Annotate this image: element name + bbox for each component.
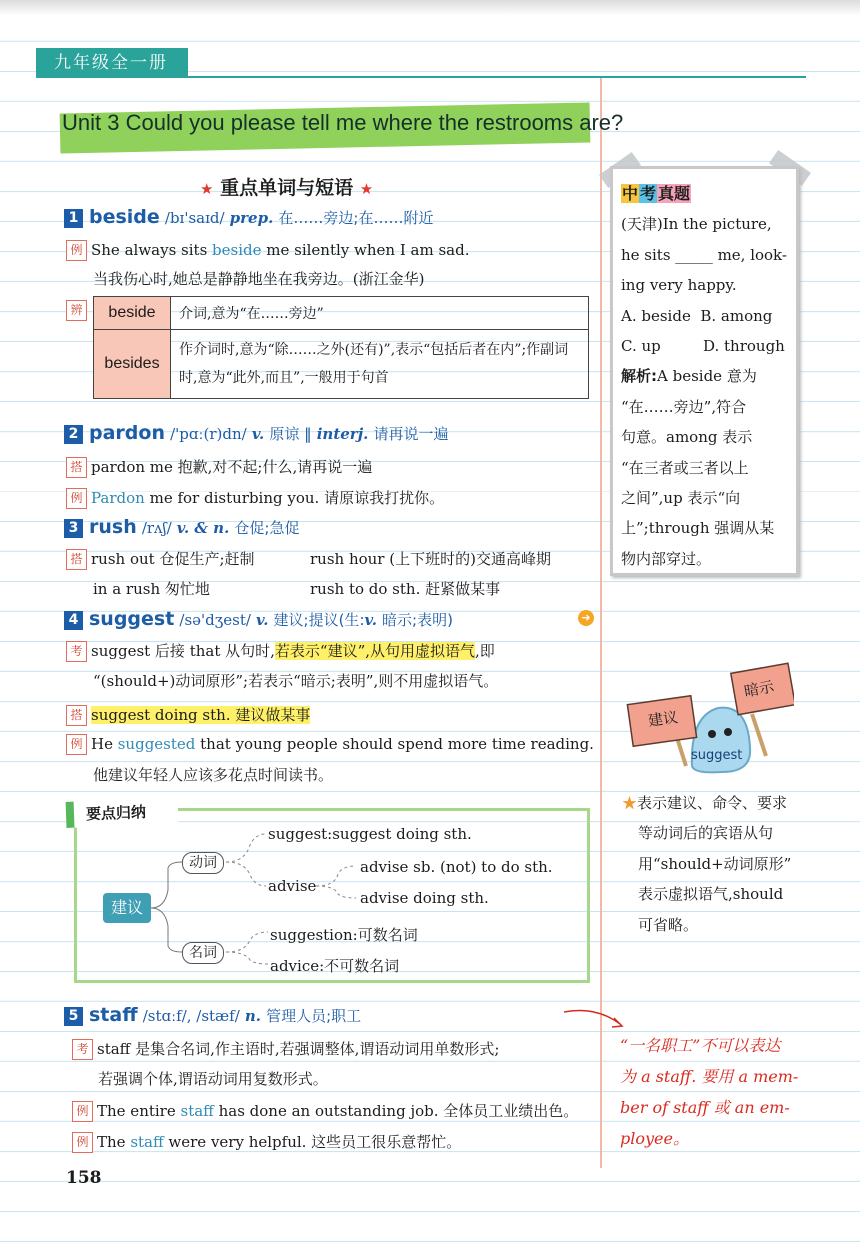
side-note-text: 表示建议、命令、要求: [637, 794, 788, 812]
answer-label: 解析:: [621, 367, 657, 386]
part-of-speech-2: v.: [364, 611, 377, 629]
example-text: me for disturbing you. 请原谅我打扰你。: [144, 489, 445, 507]
entry-number: 4: [64, 611, 83, 630]
collocation-tag: 搭: [66, 457, 87, 478]
table-cell-desc: 作介词时,意为“除……之外(还有)”,表示“包括后者在内”;作副词时,意为“此外,而且”,一般用于句首: [171, 330, 589, 399]
headword: beside: [89, 206, 160, 228]
tree-branch: [151, 862, 182, 908]
mascot-label: suggest: [691, 748, 743, 763]
option-row: [621, 331, 788, 361]
entry-number: 1: [64, 209, 83, 228]
table-cell-word: beside: [94, 297, 171, 330]
summary-tab: 要点归纳: [66, 798, 179, 828]
phonetic: /rʌʃ/: [141, 519, 172, 537]
example-tag: 例: [66, 734, 87, 755]
teacher-note: [620, 1030, 820, 1154]
mascot-eye: [708, 730, 716, 738]
meaning-2: 请再说一遍: [373, 425, 449, 443]
example-text: The entire: [97, 1102, 181, 1120]
mascot-eye: [724, 728, 732, 736]
meaning: 原谅 ‖: [269, 425, 312, 443]
summary-leaf: suggest:suggest doing sth.: [268, 825, 472, 843]
answer-text: 句意。among 表示: [621, 428, 753, 447]
tree-branch: [226, 862, 266, 886]
example-tag: 例: [72, 1132, 93, 1153]
tree-branch: [226, 932, 268, 952]
teacher-note-line: ber of staff 或 an em-: [620, 1098, 790, 1117]
sign-text-left: 建议: [646, 707, 680, 730]
answer-text: A beside 意为: [657, 367, 757, 386]
example-text: me silently when I am sad.: [261, 241, 470, 259]
title-part: 真题: [658, 184, 691, 203]
side-note-line: [622, 788, 822, 818]
table-cell-word: besides: [94, 330, 171, 399]
collocation-text: rush hour (上下班时的)交通高峰期: [310, 550, 551, 568]
compare-tag: 辨: [66, 300, 87, 321]
question-text: he sits _____ me, look-: [621, 245, 787, 264]
example-tag: 例: [72, 1101, 93, 1122]
part-of-speech-2: interj.: [316, 425, 369, 443]
option-c: C. up: [621, 337, 661, 356]
side-note: [622, 788, 822, 940]
option-row: [621, 301, 788, 331]
sign-text-right: 暗示: [742, 677, 776, 701]
part-of-speech: v.: [251, 425, 265, 443]
side-note-text: 表示虚拟语气,should: [638, 885, 784, 904]
arrow-icon: ➜: [578, 610, 594, 626]
question-text: ing very happy.: [621, 276, 737, 295]
tree-branch: [316, 886, 356, 898]
teacher-note-line: ployee。: [620, 1129, 689, 1148]
collocation-text: rush out 仓促生产;赶制: [91, 550, 255, 568]
example-line: [72, 1131, 461, 1153]
phonetic: /stɑːf/, /stæf/: [142, 1007, 240, 1025]
entry-number: 2: [64, 425, 83, 444]
example-keyword: suggested: [117, 735, 196, 753]
answer-text: “在……旁边”,符合: [621, 397, 747, 416]
meaning-2: 暗示;表明): [382, 611, 453, 629]
question-text: (天津)In the picture,: [621, 215, 772, 234]
summary-leaf: advise: [268, 877, 317, 895]
exam-point-tag: 考: [66, 641, 87, 662]
tree-branch: [316, 866, 356, 886]
table-cell-desc: 介词,意为“在……旁边”: [171, 297, 589, 330]
part-of-speech: v. & n.: [176, 519, 230, 537]
headword: staff: [89, 1004, 138, 1026]
example-text: He: [91, 735, 118, 753]
star-icon: ★: [359, 180, 374, 198]
example-keyword: beside: [212, 241, 262, 259]
answer-text: 上”;through 强调从某: [621, 519, 775, 538]
side-note-text: 用“should+动词原形”: [638, 854, 792, 873]
example-text: that young people should spend more time reading.: [195, 735, 594, 753]
entry-number: 5: [64, 1007, 83, 1026]
summary-leaf: advise doing sth.: [360, 889, 489, 907]
section-heading-text: 重点单词与短语: [220, 177, 354, 199]
tree-branch: [151, 908, 182, 952]
answer-text: “在三者或三者以上: [621, 458, 749, 477]
example-keyword: Pardon: [91, 489, 145, 507]
exam-point-text: staff 是集合名词,作主语时,若强调整体,谓语动词用单数形式;: [97, 1040, 500, 1058]
part-of-speech: v.: [256, 611, 269, 629]
summary-node-noun: 名词: [182, 942, 224, 964]
highlighted-text: suggest doing sth. 建议做某事: [91, 706, 311, 724]
unit-title: Unit 3 Could you please tell me where the restrooms are?: [62, 110, 624, 135]
collocation-text: pardon me 抱歉,对不起;什么,请再说一遍: [91, 458, 373, 476]
option-a: A. beside: [621, 306, 691, 325]
exam-point-text: suggest 后接 that 从句时,: [91, 642, 275, 660]
summary-root: 建议: [103, 893, 151, 923]
exam-point-tag: 考: [72, 1039, 93, 1060]
example-text: has done an outstanding job. 全体员工业绩出色。: [213, 1102, 579, 1120]
headword: pardon: [89, 422, 165, 444]
answer-line: [621, 361, 788, 391]
side-note-text: 等动词后的宾语从句: [638, 824, 774, 843]
example-text: She always sits: [91, 241, 213, 259]
summary-leaf: advice:不可数名词: [270, 957, 400, 975]
teacher-note-line: “一名职工”不可以表达: [620, 1036, 781, 1055]
sign-pole: [752, 714, 766, 756]
star-icon: ★: [200, 180, 214, 198]
title-part: 考: [640, 184, 657, 203]
entry-number: 3: [64, 519, 83, 538]
exam-point-text: ,即: [475, 642, 495, 660]
exam-point-line: [72, 1038, 499, 1060]
answer-text: 之间”,up 表示“向: [621, 489, 741, 508]
star-icon: ★: [622, 794, 638, 812]
highlighted-text: 若表示“建议”,从句用虚拟语气: [274, 642, 476, 660]
exam-point-text: 若强调个体,谓语动词用复数形式。: [98, 1070, 328, 1088]
example-tag: 例: [66, 240, 87, 261]
example-line: [72, 1100, 578, 1122]
option-d: D. through: [703, 337, 785, 356]
exam-point-text: “(should+)动词原形”;若表示“暗示;表明”,则不用虚拟语气。: [93, 672, 499, 690]
example-keyword: staff: [130, 1133, 164, 1151]
phonetic: /'pɑː(r)dn/: [170, 425, 247, 443]
example-translation: 当我伤心时,她总是静静地坐在我旁边。(浙江金华): [93, 270, 425, 288]
example-text: were very helpful. 这些员工很乐意帮忙。: [163, 1133, 462, 1151]
collocation-text: rush to do sth. 赶紧做某事: [310, 580, 501, 598]
example-translation: 他建议年轻人应该多花点时间读书。: [93, 766, 334, 784]
collocation-tag: 搭: [66, 705, 87, 726]
meaning: 建议;提议(生:: [273, 611, 365, 629]
phonetic: /sə'dʒest/: [179, 611, 251, 629]
tree-branch: [226, 834, 266, 862]
example-tag: 例: [66, 488, 87, 509]
side-note-text: 可省略。: [638, 915, 699, 934]
teacher-note-line: 为 a staff. 要用 a mem-: [620, 1067, 799, 1086]
word-entry-staff: [64, 1004, 361, 1026]
summary-leaf: advise sb. (not) to do sth.: [360, 858, 553, 876]
meaning: 在……旁边;在……附近: [278, 209, 434, 227]
page-number: 158: [66, 1168, 102, 1188]
example-text: The: [97, 1133, 131, 1151]
title-part: 中: [622, 184, 639, 203]
exam-box-title: [621, 179, 788, 209]
answer-text: 物内部穿过。: [621, 549, 712, 568]
grade-tab: 九年级全一册: [36, 48, 188, 78]
summary-leaf: suggestion:可数名词: [270, 926, 418, 944]
phonetic: /bɪ'saɪd/: [164, 209, 225, 227]
collocation-tag: 搭: [66, 549, 87, 570]
meaning: 管理人员;职工: [266, 1007, 362, 1025]
example-keyword: staff: [180, 1102, 214, 1120]
part-of-speech: prep.: [229, 209, 274, 227]
summary-node-verb: 动词: [182, 852, 224, 874]
option-b: B. among: [700, 306, 773, 325]
collocation-text: in a rush 匆忙地: [93, 580, 210, 598]
exam-question-box: [610, 166, 799, 576]
meaning: 仓促;急促: [234, 519, 300, 537]
headword: suggest: [89, 608, 175, 630]
part-of-speech: n.: [244, 1007, 261, 1025]
tree-branch: [226, 952, 268, 964]
headword: rush: [89, 516, 137, 538]
